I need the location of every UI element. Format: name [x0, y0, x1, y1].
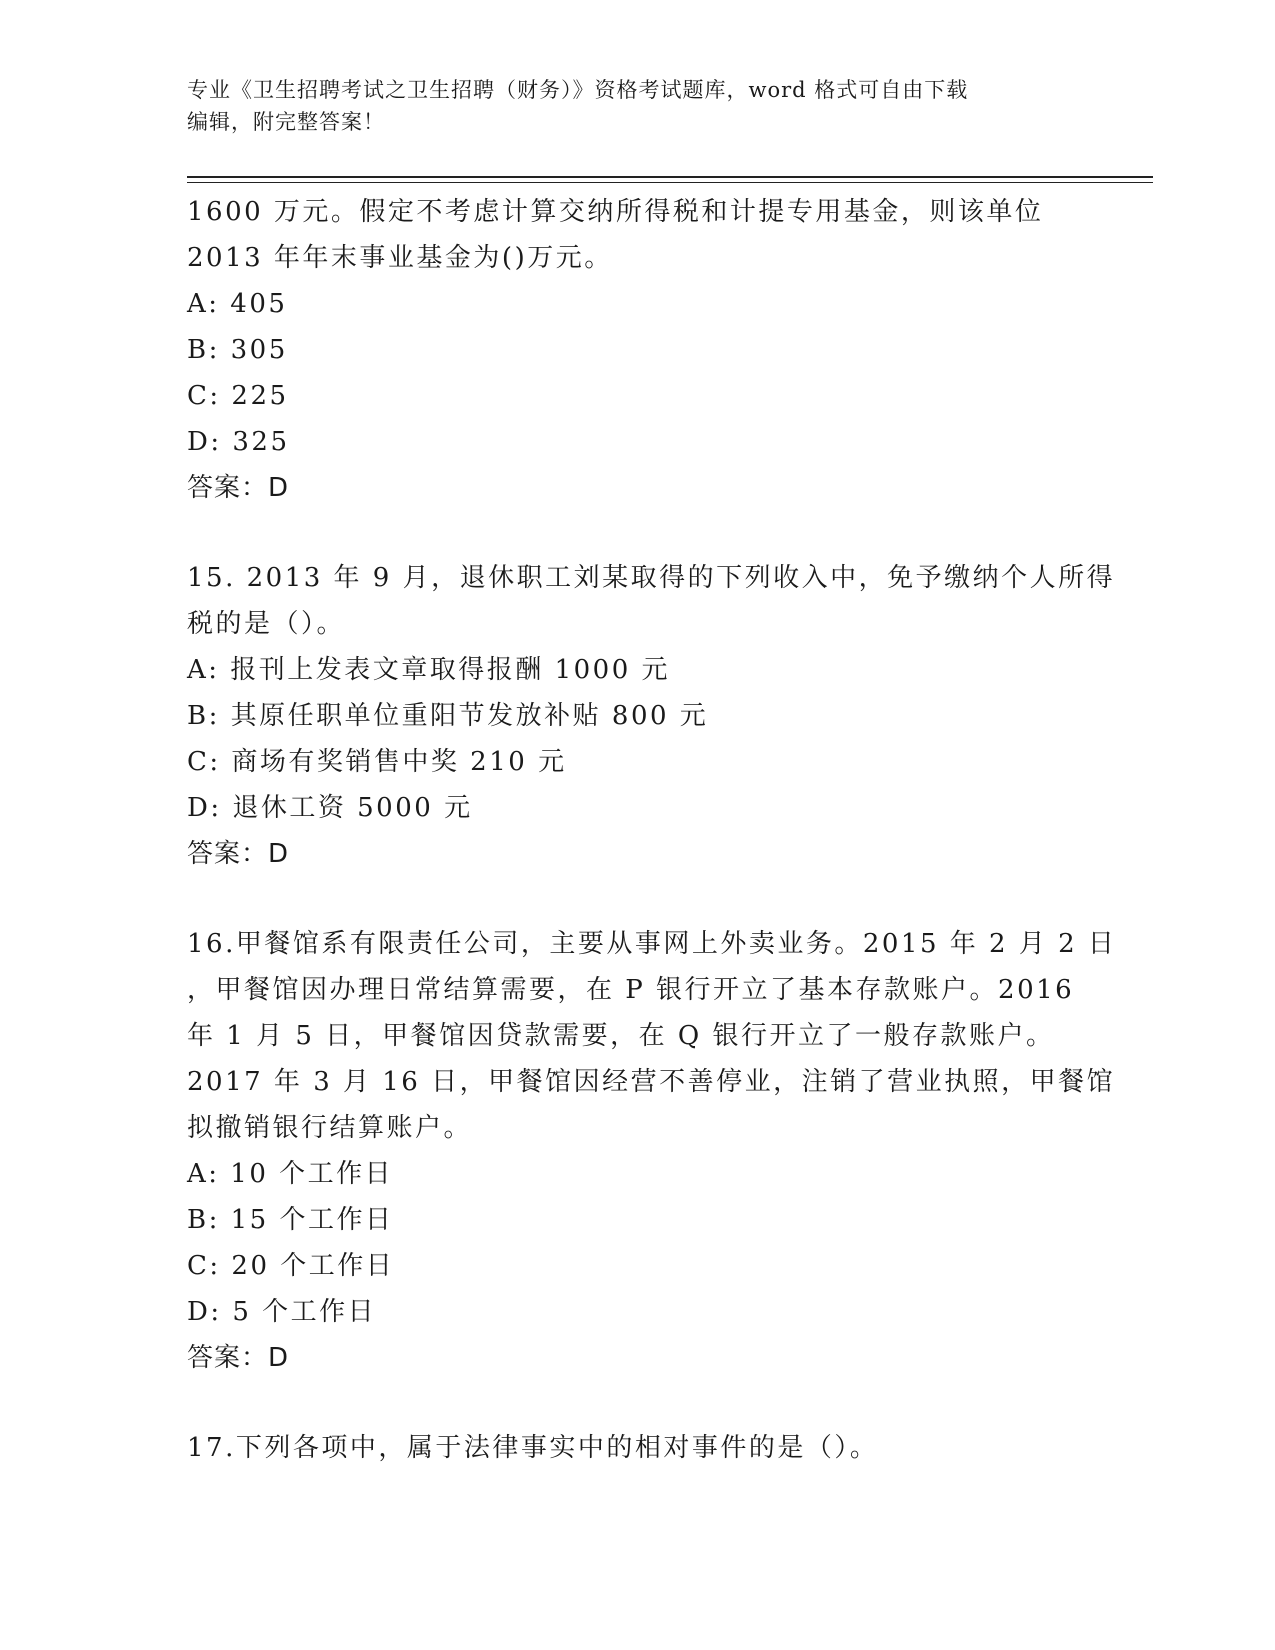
- question-block-continued: [187, 189, 1087, 511]
- option-b: B: 15 个工作日: [187, 1205, 394, 1235]
- question-block-16: [187, 921, 1117, 1381]
- question-stem-line: 税的是（）。: [187, 609, 346, 639]
- question-stem-line: 拟撤销银行结算账户。: [187, 1113, 473, 1143]
- option-a: A: 10 个工作日: [187, 1159, 394, 1189]
- header-divider-thin: [187, 182, 1153, 183]
- question-stem-line: 2013 年年末事业基金为()万元。: [187, 243, 613, 273]
- question-stem-line: 2017 年 3 月 16 日，甲餐馆因经营不善停业，注销了营业执照，甲餐馆: [187, 1067, 1116, 1097]
- document-body: [187, 189, 1117, 1471]
- document-header: [187, 74, 1087, 138]
- option-b: B: 305: [187, 335, 288, 365]
- question-block-15: [187, 555, 1116, 877]
- option-c: C: 225: [187, 381, 289, 411]
- question-stem-line: 15. 2013 年 9 月，退休职工刘某取得的下列收入中，免予缴纳个人所得: [187, 563, 1116, 593]
- answer-line: 答案：D: [187, 1343, 290, 1373]
- question-stem-line: 年 1 月 5 日，甲餐馆因贷款需要，在 Q 银行开立了一般存款账户。: [187, 1021, 1055, 1051]
- header-line-1: 专业《卫生招聘考试之卫生招聘（财务）》资格考试题库，word 格式可自由下载: [187, 78, 969, 102]
- question-stem-line: 1600 万元。假定不考虑计算交纳所得税和计提专用基金，则该单位: [187, 197, 1044, 227]
- option-d: D: 退休工资 5000 元: [187, 793, 473, 823]
- question-block-17: [187, 1425, 1087, 1471]
- header-line-2: 编辑，附完整答案！: [187, 110, 385, 134]
- option-c: C: 20 个工作日: [187, 1251, 395, 1281]
- option-d: D: 325: [187, 427, 290, 457]
- answer-line: 答案：D: [187, 839, 290, 869]
- option-a: A: 405: [187, 289, 288, 319]
- spacer: [187, 877, 1087, 921]
- spacer: [187, 511, 1087, 555]
- question-stem-line: ，甲餐馆因办理日常结算需要，在 P 银行开立了基本存款账户。2016: [187, 975, 1075, 1005]
- question-stem-line: 17.下列各项中，属于法律事实中的相对事件的是（）。: [187, 1433, 879, 1463]
- answer-line: 答案：D: [187, 473, 290, 503]
- option-b: B: 其原任职单位重阳节发放补贴 800 元: [187, 701, 709, 731]
- spacer: [187, 1381, 1087, 1425]
- question-stem-line: 16.甲餐馆系有限责任公司，主要从事网上外卖业务。2015 年 2 月 2 日: [187, 929, 1117, 959]
- option-c: C: 商场有奖销售中奖 210 元: [187, 747, 567, 777]
- header-divider-thick: [187, 176, 1153, 178]
- option-a: A: 报刊上发表文章取得报酬 1000 元: [187, 655, 670, 685]
- option-d: D: 5 个工作日: [187, 1297, 377, 1327]
